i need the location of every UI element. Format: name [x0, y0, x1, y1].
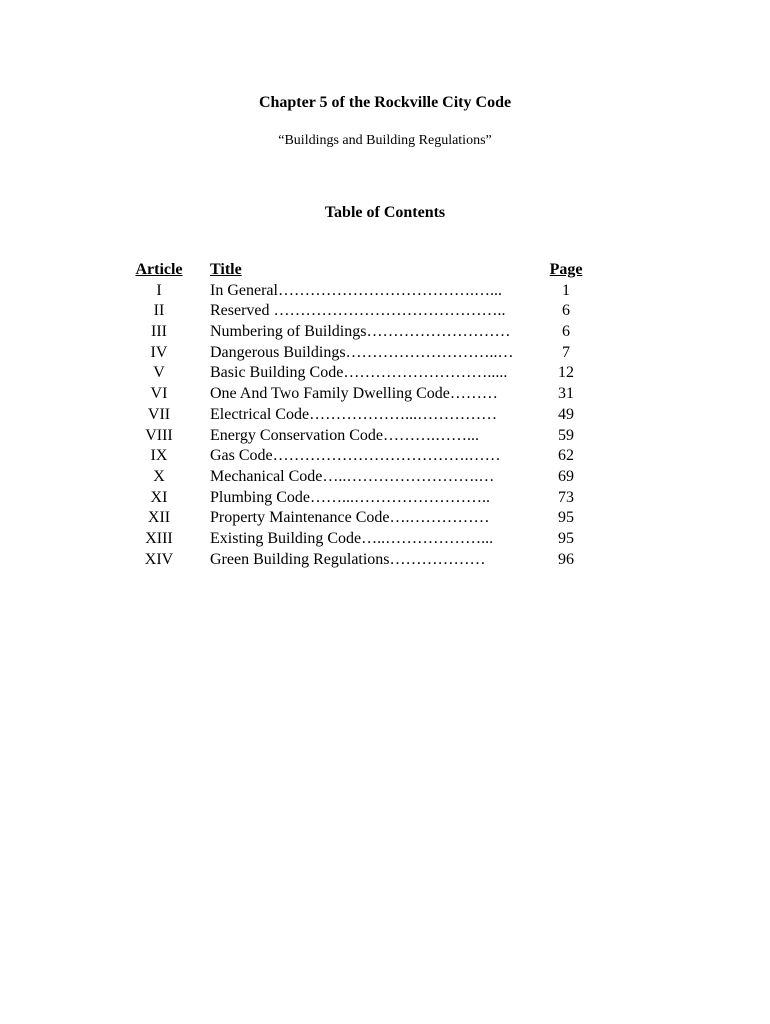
article-number: III — [151, 323, 167, 341]
article-title: In General……………………………….…... — [210, 281, 502, 299]
article-number: II — [153, 302, 165, 320]
toc-rows — [0, 281, 770, 571]
article-title: Existing Building Code…..………………... — [210, 529, 494, 547]
toc-row — [0, 426, 770, 447]
article-title: Gas Code……………………………….…… — [210, 447, 501, 465]
article-title: Energy Conservation Code……….……... — [210, 426, 480, 444]
page-number: 1 — [562, 281, 570, 299]
article-title: Basic Building Code………………………..... — [210, 364, 508, 382]
article-title: Mechanical Code…..…………………….… — [210, 467, 495, 485]
article-number: IV — [150, 343, 168, 361]
article-number: X — [153, 467, 165, 485]
toc-row — [0, 488, 770, 509]
toc-row — [0, 322, 770, 343]
toc-row — [0, 508, 770, 529]
toc-header-row — [0, 260, 770, 281]
article-title: Property Maintenance Code….…………… — [210, 509, 490, 527]
table-of-contents — [0, 260, 770, 570]
article-number: IX — [150, 447, 168, 465]
page-number: 7 — [562, 343, 570, 361]
toc-row — [0, 363, 770, 384]
article-column-header: Article — [135, 261, 183, 278]
article-number: I — [156, 281, 162, 299]
page-number: 6 — [562, 323, 570, 341]
article-number: XIV — [144, 550, 174, 568]
page-number: 12 — [558, 364, 574, 382]
toc-row — [0, 529, 770, 550]
title-column-header: Title — [210, 261, 242, 278]
toc-row — [0, 384, 770, 405]
toc-row — [0, 343, 770, 364]
article-title: Dangerous Buildings………………………..… — [210, 343, 514, 361]
article-number: VI — [150, 385, 168, 403]
article-number: VII — [147, 405, 171, 423]
article-number: XIII — [145, 529, 173, 547]
toc-row — [0, 281, 770, 302]
article-number: V — [153, 364, 165, 382]
document-subtitle: “Buildings and Building Regulations” — [278, 133, 492, 148]
page-number: 59 — [558, 426, 574, 444]
toc-row — [0, 405, 770, 426]
toc-row — [0, 301, 770, 322]
page-number: 96 — [558, 550, 574, 568]
page-number: 49 — [558, 405, 574, 423]
toc-heading: Table of Contents — [324, 204, 446, 221]
article-title: Green Building Regulations……………… — [210, 550, 486, 568]
article-title: Electrical Code………………...…………… — [210, 405, 498, 423]
page-number: 31 — [558, 385, 574, 403]
article-title: One And Two Family Dwelling Code……… — [210, 385, 498, 403]
page-number: 6 — [562, 302, 570, 320]
document-title: Chapter 5 of the Rockville City Code — [258, 94, 512, 111]
article-number: XI — [150, 488, 168, 506]
page-number: 69 — [558, 467, 574, 485]
toc-row — [0, 446, 770, 467]
page-number: 73 — [558, 488, 574, 506]
article-number: VIII — [145, 426, 173, 444]
page-number: 62 — [558, 447, 574, 465]
article-title: Plumbing Code……...…………………….. — [210, 488, 491, 506]
article-number: XII — [147, 509, 171, 527]
page-column-header: Page — [549, 261, 583, 278]
page-number: 95 — [558, 509, 574, 527]
article-title: Reserved …………………………………….. — [210, 302, 506, 320]
toc-row — [0, 550, 770, 571]
page-number: 95 — [558, 529, 574, 547]
toc-row — [0, 467, 770, 488]
article-title: Numbering of Buildings……………………… — [210, 323, 511, 341]
